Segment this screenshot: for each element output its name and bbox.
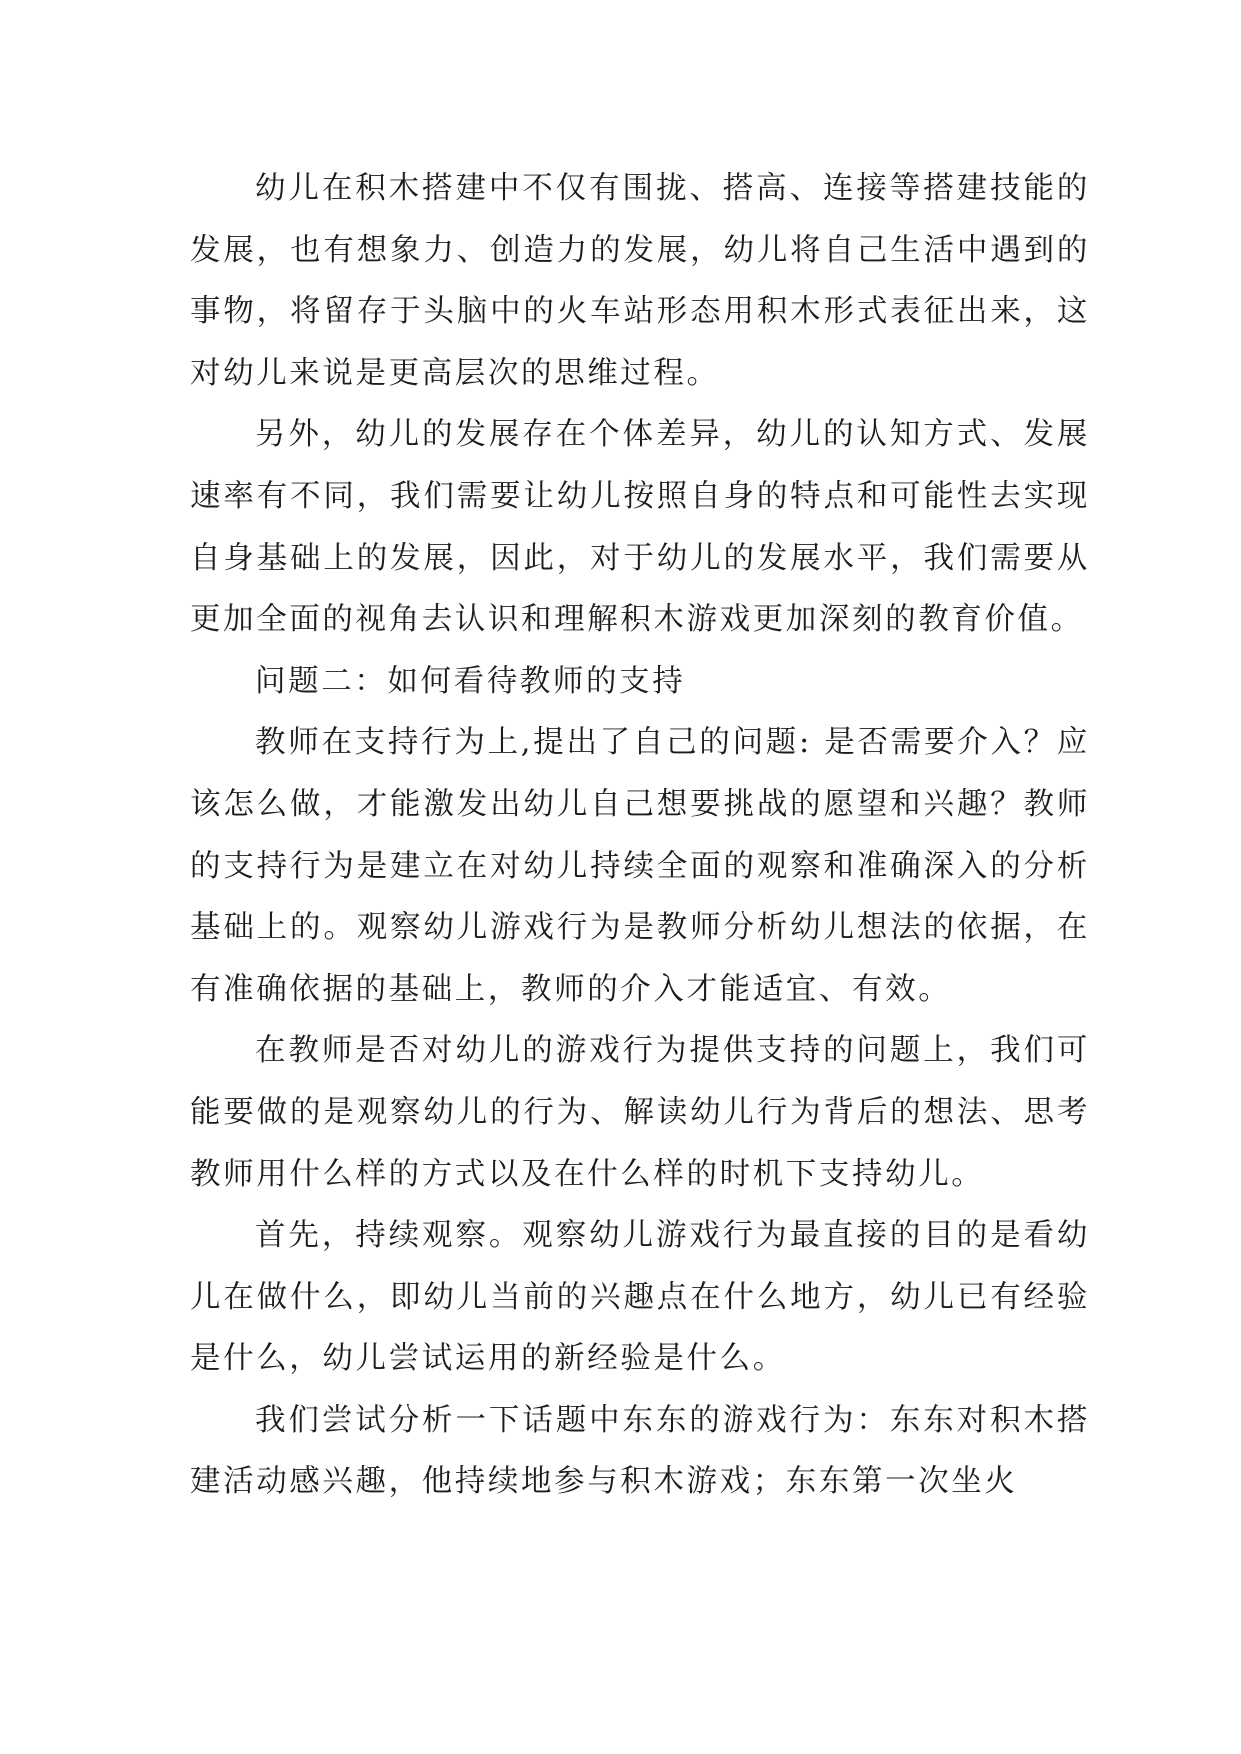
paragraph-individual-differences: 另外，幼儿的发展存在个体差异，幼儿的认知方式、发展速率有不同，我们需要让幼儿按照自身的特点和可能性去实现自身基础上的发展，因此，对于幼儿的发展水平，我们需要从更加全面的视角去认识和理解积木游戏更加深刻的教育价值。 [190, 417, 1090, 638]
paragraph-continuous-observation: 首先，持续观察。观察幼儿游戏行为最直接的目的是看幼儿在做什么，即幼儿当前的兴趣点在什么地方，幼儿已有经验是什么，幼儿尝试运用的新经验是什么。 [190, 1218, 1090, 1377]
paragraph-block-building-development: 幼儿在积木搭建中不仅有围拢、搭高、连接等搭建技能的发展，也有想象力、创造力的发展，幼儿将自己生活中遇到的事物，将留存于头脑中的火车站形态用积木形式表征出来，这对幼儿来说是更高层次的思维过程。 [190, 171, 1090, 391]
paragraph-observe-behavior: 在教师是否对幼儿的游戏行为提供支持的问题上，我们可能要做的是观察幼儿的行为、解读幼儿行为背后的想法、思考教师用什么样的方式以及在什么样的时机下支持幼儿。 [190, 1033, 1090, 1192]
body-text [190, 158, 1090, 1513]
section-heading-question-two: 问题二：如何看待教师的支持 [255, 663, 686, 699]
paragraph-teacher-support: 教师在支持行为上,提出了自己的问题: 是否需要介入？应该怎么做，才能激发出幼儿自己想要挑战的愿望和兴趣？教师的支持行为是建立在对幼儿持续全面的观察和准确深入的分析基础上的。观察幼儿游戏行为是教师分析幼儿想法的依据，在有准确依据的基础上，教师的介入才能适宜、有效。 [190, 725, 1090, 1007]
paragraph-dongdong-analysis: 我们尝试分析一下话题中东东的游戏行为：东东对积木搭建活动感兴趣，他持续地参与积木游戏；东东第一次坐火 [190, 1402, 1090, 1500]
